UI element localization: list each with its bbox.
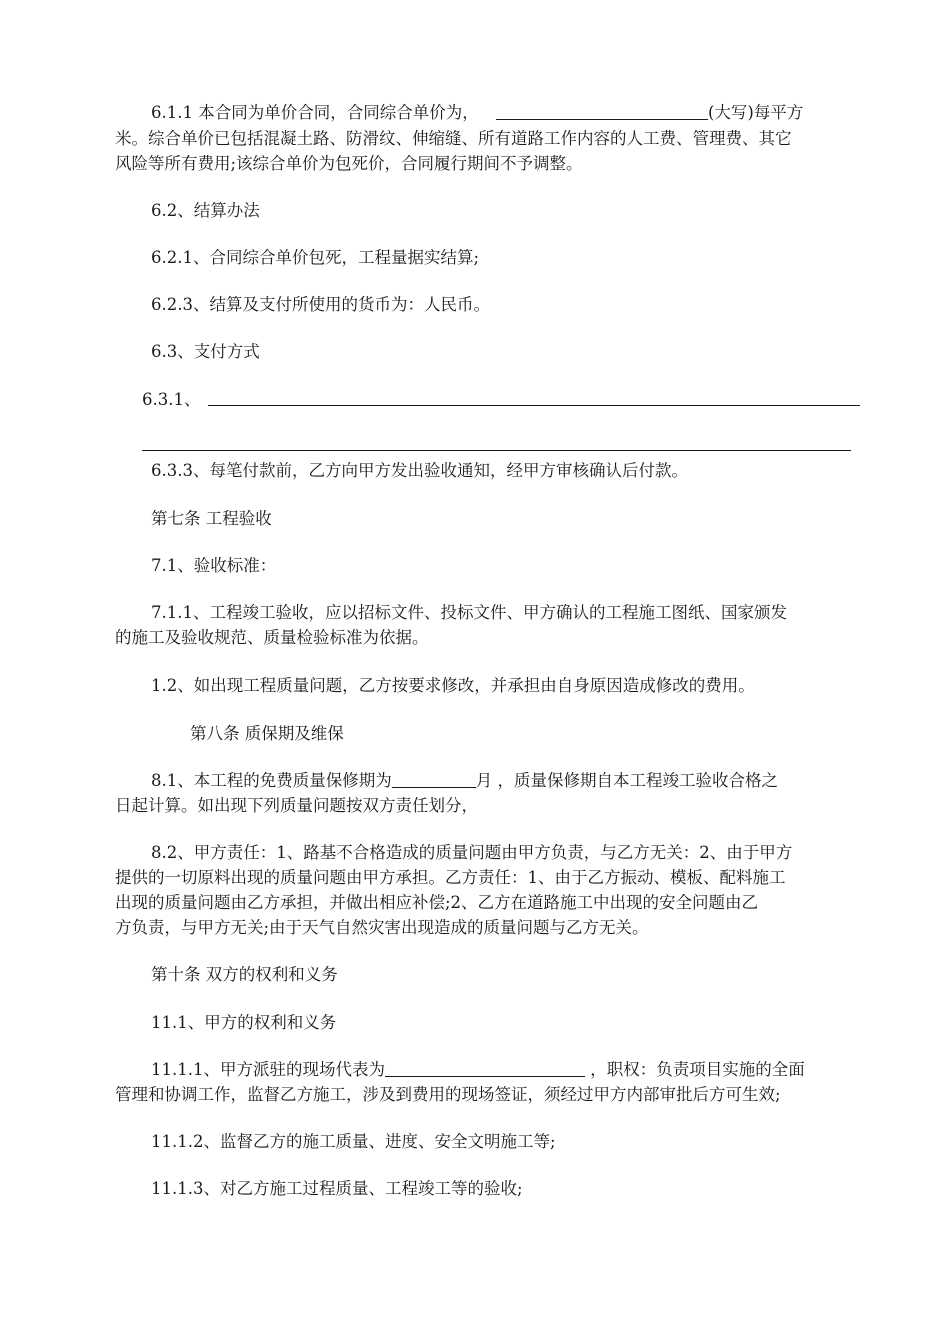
clause-6-3-1: 6.3.1、 [142,390,201,409]
warranty-period-blank [392,769,476,788]
article-8-heading: 第八条 质保期及维保 [190,724,344,743]
clause-7-1: 7.1、验收标准： [151,556,277,575]
clause-8-1-line2: 日起计算。如出现下列质量问题按双方责任划分， [115,796,478,815]
clause-7-1-1-line1: 7.1.1、工程竣工验收，应以招标文件、投标文件、甲方确认的工程施工图纸、国家颁发 [151,603,787,622]
clause-text: 月 ，质量保修期自本工程竣工验收合格之 [475,771,778,790]
article-10-heading: 第十条 双方的权利和义务 [151,965,338,984]
clause-6-2-3: 6.2.3、结算及支付所使用的货币为：人民币。 [151,295,490,314]
clause-11-1-1-line1 [151,1057,860,1082]
clause-6-2-1: 6.2.1、合同综合单价包死，工程量据实结算; [151,248,480,267]
clause-6-1-1-line2: 米。综合单价已包括混凝土路、防滑纹、伸缩缝、所有道路工作内容的人工费、管理费、其它 [115,129,792,148]
site-representative-blank [385,1058,585,1077]
clause-8-2-line2: 提供的一切原料出现的质量问题由甲方承担。乙方责任：1、由于乙方振动、模板、配料施工 [115,868,786,887]
clause-6-3-heading: 6.3、支付方式 [151,342,260,361]
clause-text: (大写)每平方 [707,103,804,122]
clause-11-1-3: 11.1.3、对乙方施工过程质量、工程竣工等的验收; [151,1179,523,1198]
clause-8-2-line4: 方负责，与甲方无关;由于天气自然灾害出现造成的质量问题与乙方无关。 [115,918,649,937]
payment-terms-line-1 [208,405,860,406]
clause-text: 6.1.1 本合同为单价合同，合同综合单价为， [151,103,479,122]
clause-8-2-line3: 出现的质量问题由乙方承担，并做出相应补偿;2、乙方在道路施工中出现的安全问题由乙 [115,893,759,912]
clause-text: 8.1、本工程的免费质量保修期为 [151,771,392,790]
clause-6-2-heading: 6.2、结算办法 [151,201,260,220]
clause-6-1-1-line1 [151,100,860,125]
clause-6-1-1-line3: 风险等所有费用;该综合单价为包死价，合同履行期间不予调整。 [115,154,583,173]
clause-8-1-line1 [151,768,860,793]
clause-11-1: 11.1、甲方的权利和义务 [151,1013,337,1032]
clause-text: 11.1.1、甲方派驻的现场代表为 [151,1060,385,1079]
clause-7-1-1-line2: 的施工及验收规范、质量检验标准为依据。 [115,628,429,647]
unit-price-blank [496,101,708,120]
article-7-heading: 第七条 工程验收 [151,509,272,528]
clause-6-3-3: 6.3.3、每笔付款前，乙方向甲方发出验收通知，经甲方审核确认后付款。 [151,461,688,480]
clause-11-1-2: 11.1.2、监督乙方的施工质量、进度、安全文明施工等; [151,1132,556,1151]
clause-text: ，职权：负责项目实施的全面 [584,1060,805,1079]
clause-1-2: 1.2、如出现工程质量问题，乙方按要求修改，并承担由自身原因造成修改的费用。 [151,676,755,695]
clause-11-1-1-line2: 管理和协调工作，监督乙方施工，涉及到费用的现场签证，须经过甲方内部审批后方可生效; [115,1085,781,1104]
payment-terms-line-2 [142,450,851,451]
clause-8-2-line1: 8.2、甲方责任：1、路基不合格造成的质量问题由甲方负责，与乙方无关：2、由于甲方 [151,843,793,862]
